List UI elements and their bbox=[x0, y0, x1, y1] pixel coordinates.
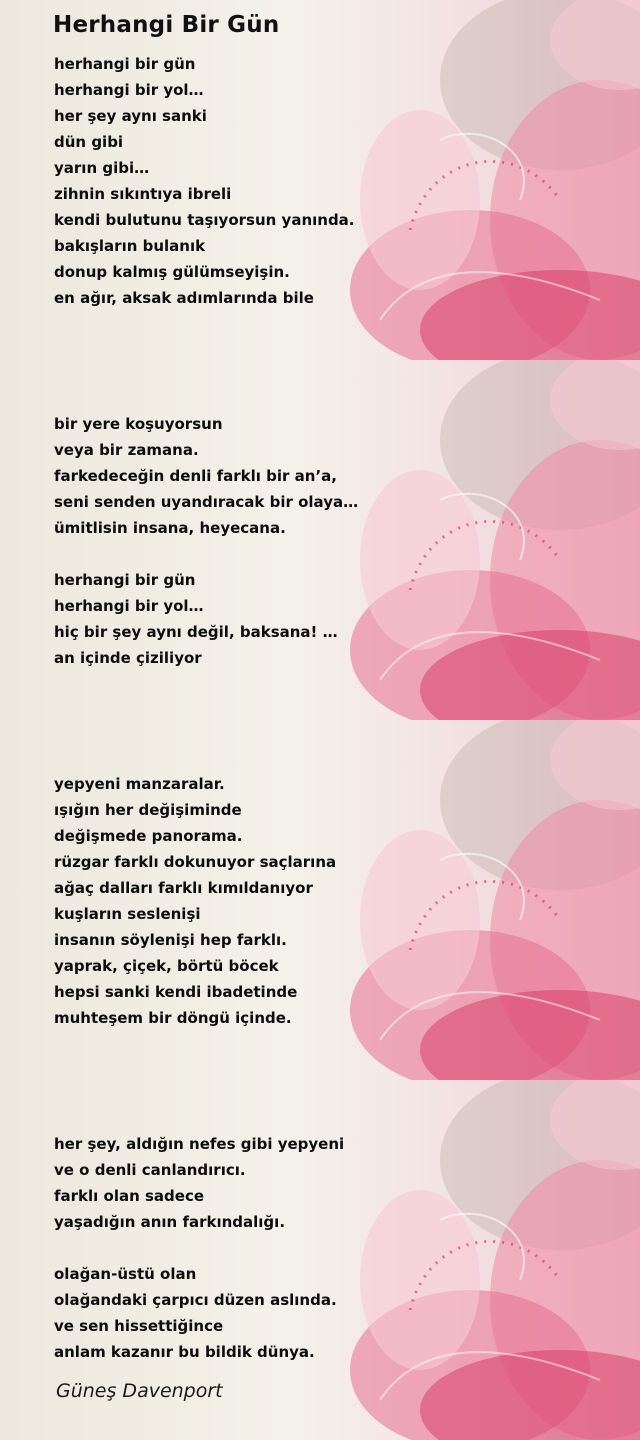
poem-line: ve o denli canlandırıcı. bbox=[54, 1161, 246, 1179]
poem-line: her şey, aldığın nefes gibi yepyeni bbox=[54, 1135, 345, 1153]
poem-line: herhangi bir yol… bbox=[54, 597, 204, 615]
poem-line: farkedeceğin denli farklı bir an’a, bbox=[54, 467, 337, 485]
poem-line: her şey aynı sanki bbox=[54, 107, 207, 125]
poem-line: yarın gibi… bbox=[54, 159, 150, 177]
poem-line: ümitlisin insana, heyecana. bbox=[54, 519, 286, 537]
poem-line: hepsi sanki kendi ibadetinde bbox=[54, 983, 298, 1001]
poem-line: herhangi bir gün bbox=[54, 571, 196, 589]
poem-line: dün gibi bbox=[54, 133, 124, 151]
poem-line: olağan-üstü olan bbox=[54, 1265, 197, 1283]
poem-author: Güneş Davenport bbox=[56, 1380, 223, 1402]
poem-line: ve sen hissettiğince bbox=[54, 1317, 224, 1335]
stanza-1 bbox=[54, 51, 614, 311]
poem-panel-3 bbox=[0, 720, 640, 1080]
poem-panel-2 bbox=[0, 360, 640, 720]
stanza-4 bbox=[54, 1131, 614, 1365]
poem-line: kuşların seslenişi bbox=[54, 905, 201, 923]
poem-line: yepyeni manzaralar. bbox=[54, 775, 225, 793]
poem-line: an içinde çiziliyor bbox=[54, 649, 202, 667]
poem-line bbox=[54, 541, 614, 567]
poem-line: olağandaki çarpıcı düzen aslında. bbox=[54, 1291, 337, 1309]
stanza-2 bbox=[54, 411, 614, 671]
poem-line: en ağır, aksak adımlarında bile bbox=[54, 289, 314, 307]
poem-line: hiç bir şey aynı değil, baksana! … bbox=[54, 623, 338, 641]
poem-line: bir yere koşuyorsun bbox=[54, 415, 223, 433]
poem-line: ışığın her değişiminde bbox=[54, 801, 242, 819]
poem-line bbox=[54, 1235, 614, 1261]
stanza-3 bbox=[54, 771, 614, 1031]
poem-line: veya bir zamana. bbox=[54, 441, 199, 459]
poem-line: rüzgar farklı dokunuyor saçlarına bbox=[54, 853, 337, 871]
poem-line: donup kalmış gülümseyişin. bbox=[54, 263, 290, 281]
poem-line: anlam kazanır bu bildik dünya. bbox=[54, 1343, 315, 1361]
poem-line: değişmede panorama. bbox=[54, 827, 243, 845]
poem-line: yaşadığın anın farkındalığı. bbox=[54, 1213, 286, 1231]
poem-line: muhteşem bir döngü içinde. bbox=[54, 1009, 292, 1027]
poem-panel-1 bbox=[0, 0, 640, 360]
poem-line: zihnin sıkıntıya ibreli bbox=[54, 185, 232, 203]
poem-line: kendi bulutunu taşıyorsun yanında. bbox=[54, 211, 355, 229]
poem-line: insanın söylenişi hep farklı. bbox=[54, 931, 287, 949]
poem-line: ağaç dalları farklı kımıldanıyor bbox=[54, 879, 313, 897]
poem-line: herhangi bir gün bbox=[54, 55, 196, 73]
poem-line: bakışların bulanık bbox=[54, 237, 206, 255]
poem-title: Herhangi Bir Gün bbox=[53, 12, 280, 38]
poem-line: seni senden uyandıracak bir olaya… bbox=[54, 493, 359, 511]
poem-line: farklı olan sadece bbox=[54, 1187, 205, 1205]
poem-line: yaprak, çiçek, börtü böcek bbox=[54, 957, 279, 975]
poem-line: herhangi bir yol… bbox=[54, 81, 204, 99]
